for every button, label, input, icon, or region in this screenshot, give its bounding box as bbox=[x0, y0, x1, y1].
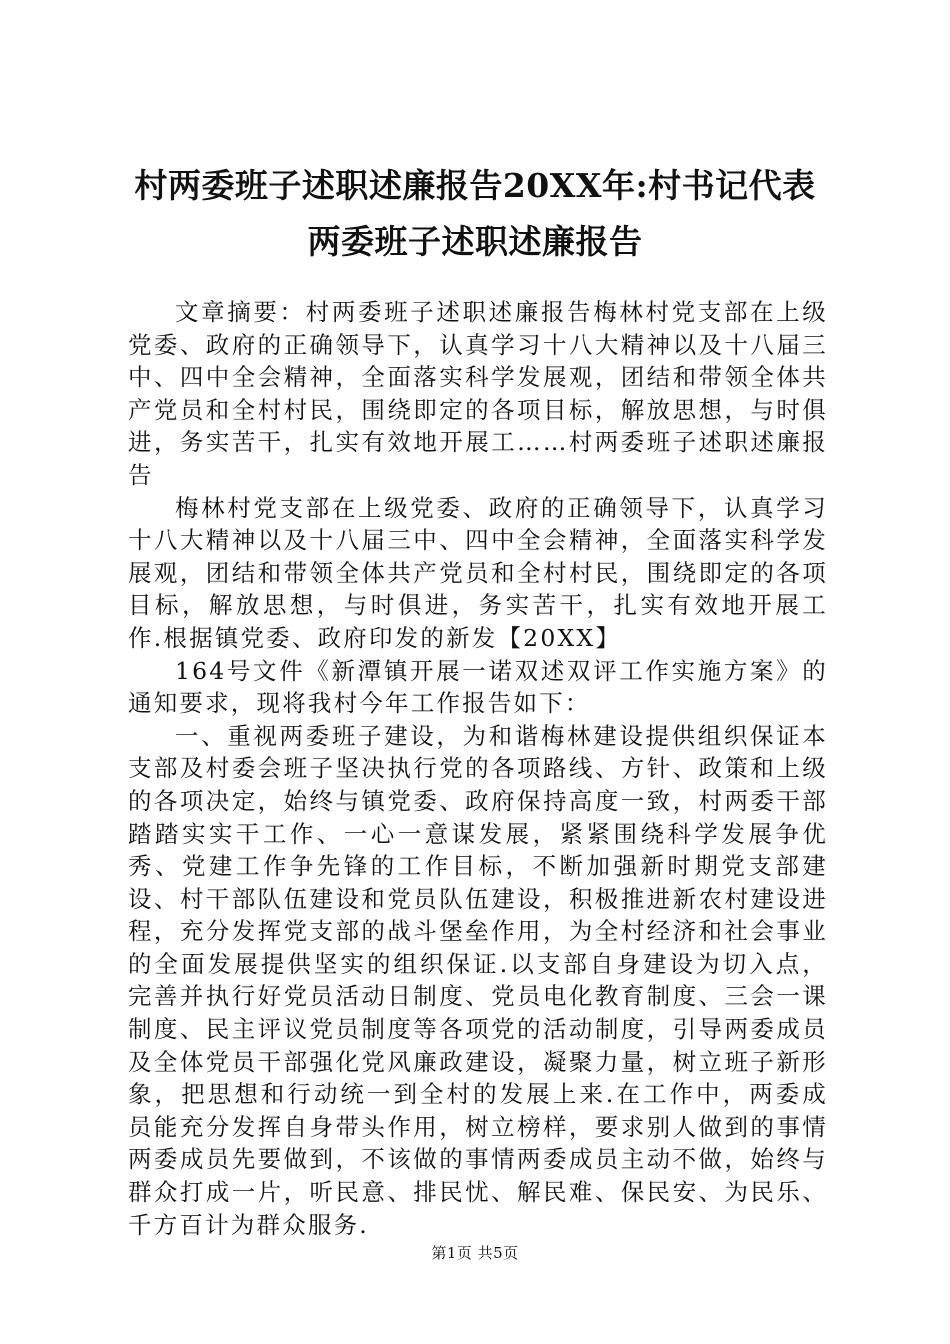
document-title: 村两委班子述职述廉报告20XX年:村书记代表两委班子述职述廉报告 bbox=[134, 166, 816, 261]
paragraph-abstract: 文章摘要：村两委班子述职述廉报告梅林村党支部在上级党委、政府的正确领导下，认真学习十八大精神以及十八届三中、四中全会精神，全面落实科学发展观，团结和带领全体共产党员和全村村民，围绕即定的各项目标，解放思想，与时俱进，务实苦干，扎实有效地开展工……村两委班子述职述廉报告 bbox=[128, 298, 828, 489]
paragraph-section-one: 一、重视两委班子建设，为和谐梅林建设提供组织保证本支部及村委会班子坚决执行党的各项路线、方针、政策和上级的各项决定，始终与镇党委、政府保持高度一致，村两委干部踏踏实实干工作、一心一意谋发展，紧紧围绕科学发展争优秀、党建工作争先锋的工作目标，不断加强新时期党支部建设、村干部队伍建设和党员队伍建设，积极推进新农村建设进程，充分发挥党支部的战斗堡垒作用，为全村经济和社会事业的全面发展提供坚实的组织保证.以支部自身建设为切入点，完善并执行好党员活动日制度、党员电化教育制度、三会一课制度、民主评议党员制度等各项党的活动制度，引导两委成员及全体党员干部强化党风廉政建设，凝聚力量，树立班子新形象，把思想和行动统一到全村的发展上来.在工作中，两委成员能充分发挥自身带头作用，树立榜样，要求别人做到的事情两委成员先要做到，不该做的事情两委成员主动不做，始终与群众打成一片，听民意、排民忧、解民难、保民安、为民乐、千方百计为群众服务. bbox=[128, 721, 828, 1239]
document-body bbox=[128, 296, 828, 1241]
paragraph-intro: 梅林村党支部在上级党委、政府的正确领导下，认真学习十八大精神以及十八届三中、四中全会精神，全面落实科学发展观，团结和带领全体共产党员和全村村民，围绕即定的各项目标，解放思想，与时俱进，务实苦干，扎实有效地开展工作.根据镇党委、政府印发的新发【20XX】 bbox=[128, 493, 828, 652]
paragraph-notice: 164号文件《新潭镇开展一诺双述双评工作实施方案》的通知要求，现将我村今年工作报告如下： bbox=[128, 656, 828, 718]
page-number-footer: 第1页 共5页 bbox=[431, 1244, 519, 1262]
